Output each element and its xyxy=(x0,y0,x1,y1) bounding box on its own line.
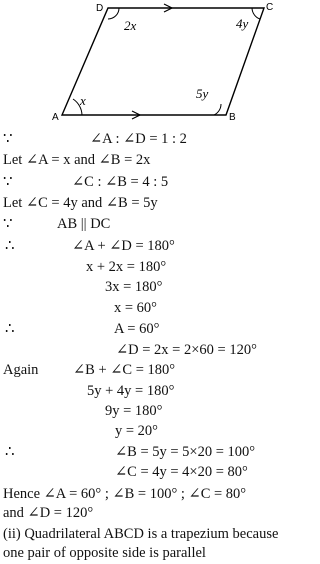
solution-line: ∠B + ∠C = 180° xyxy=(73,362,176,378)
solution-line: (ii) Quadrilateral ABCD is a trapezium because xyxy=(3,526,279,542)
vertex-d: D xyxy=(96,3,104,14)
solution-line: 3x = 180° xyxy=(105,279,163,295)
angle-label-a: x xyxy=(80,93,86,108)
solution-line: ∠D = 2x = 2×60 = 120° xyxy=(116,342,257,358)
angle-label-d: 2x xyxy=(124,18,137,33)
vertex-c: C xyxy=(266,2,274,13)
solution-line: x + 2x = 180° xyxy=(86,259,167,275)
solution-line: x = 60° xyxy=(114,300,157,316)
solution-line: Hence ∠A = 60° ; ∠B = 100° ; ∠C = 80° xyxy=(3,486,247,502)
solution-line: one pair of opposite side is parallel xyxy=(3,545,206,561)
because-symbol: ∵ xyxy=(3,216,13,232)
solution-line: ∠A + ∠D = 180° xyxy=(72,238,175,254)
angle-label-c: 4y xyxy=(236,16,249,31)
solution-line: Let ∠A = x and ∠B = 2x xyxy=(3,152,151,168)
quadrilateral-figure xyxy=(0,0,311,124)
therefore-symbol: ∴ xyxy=(5,444,15,460)
solution-line: y = 20° xyxy=(115,423,158,439)
solution-line: Again xyxy=(3,362,39,378)
therefore-symbol: ∴ xyxy=(5,321,15,337)
solution-line: 9y = 180° xyxy=(105,403,163,419)
solution-line: Let ∠C = 4y and ∠B = 5y xyxy=(3,195,158,211)
because-symbol: ∵ xyxy=(3,174,13,190)
solution-line: 5y + 4y = 180° xyxy=(87,383,175,399)
solution-line: ∠A : ∠D = 1 : 2 xyxy=(90,131,187,147)
solution-line: AB || DC xyxy=(57,216,111,232)
because-symbol: ∵ xyxy=(3,131,13,147)
vertex-a: A xyxy=(52,112,59,123)
angle-label-b: 5y xyxy=(196,86,209,101)
solution-line: ∠C = 4y = 4×20 = 80° xyxy=(115,464,248,480)
solution-line: and ∠D = 120° xyxy=(3,505,94,521)
solution-line: ∠B = 5y = 5×20 = 100° xyxy=(115,444,256,460)
solution-line: ∠C : ∠B = 4 : 5 xyxy=(72,174,169,190)
solution-line: A = 60° xyxy=(114,321,160,337)
therefore-symbol: ∴ xyxy=(5,238,15,254)
vertex-b: B xyxy=(229,112,236,123)
